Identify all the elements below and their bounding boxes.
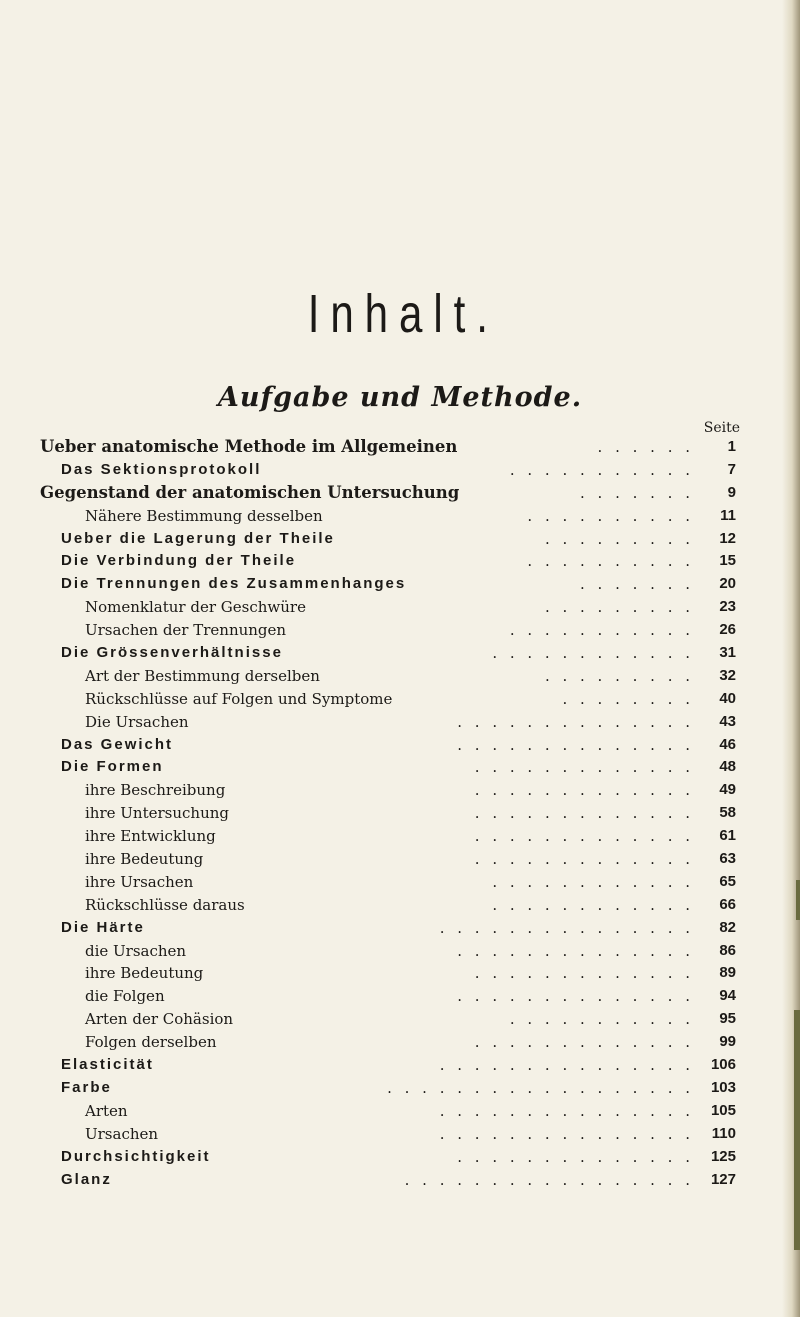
toc-entry-page-number: 46 [719, 735, 736, 753]
toc-entry [0, 1169, 800, 1192]
section-title: Aufgabe und Methode. [217, 382, 583, 413]
toc-entry [0, 894, 800, 917]
table-of-contents [0, 436, 800, 1191]
toc-entry-page-number: 58 [719, 804, 736, 822]
toc-leader-dots: . . . . . . . . . [544, 529, 694, 548]
toc-entry-title: Rückschlüsse daraus [85, 895, 245, 914]
toc-entry-page-number: 31 [719, 644, 736, 662]
toc-entry-title: ihre Entwicklung [85, 827, 216, 846]
page-column-header: Seite [703, 420, 740, 436]
toc-leader-dots: . . . . . . . . . . . [509, 1010, 694, 1029]
toc-entry [0, 596, 800, 619]
toc-entry [0, 871, 800, 894]
toc-entry-page-number: 106 [710, 1056, 736, 1074]
toc-entry-title: Die Grössenverhältnisse [61, 644, 283, 662]
toc-entry [0, 940, 800, 963]
toc-entry-page-number: 99 [719, 1033, 736, 1051]
toc-entry [0, 665, 800, 688]
toc-entry [0, 550, 800, 573]
toc-leader-dots: . . . . . . . [580, 575, 694, 594]
toc-entry-title: ihre Beschreibung [85, 781, 226, 800]
toc-entry-page-number: 15 [719, 552, 736, 570]
toc-entry-page-number: 9 [727, 483, 736, 501]
toc-entry-title: Die Trennungen des Zusammenhanges [61, 575, 407, 593]
toc-leader-dots: . . . . . . . . . . . . [492, 872, 694, 891]
toc-entry [0, 619, 800, 642]
toc-entry-title: Ueber anatomische Methode im Allgemeinen [40, 437, 458, 456]
toc-leader-dots: . . . . . . . . . . . . . . . . . [404, 1170, 694, 1189]
toc-leader-dots: . . . . . . [597, 438, 694, 456]
toc-entry-page-number: 40 [719, 689, 736, 707]
toc-entry-page-number: 23 [719, 598, 736, 616]
toc-entry-title: Arten [85, 1101, 128, 1120]
toc-leader-dots: . . . . . . . . . . . . . . . [439, 1124, 694, 1143]
toc-entry-title: ihre Bedeutung [85, 850, 204, 869]
toc-entry-title: die Folgen [85, 987, 165, 1006]
toc-leader-dots: . . . . . . . . . . . . . . [457, 735, 694, 754]
toc-entry-title: Das Gewicht [61, 735, 174, 753]
toc-leader-dots: . . . . . . . . . [544, 598, 694, 617]
toc-entry [0, 688, 800, 711]
toc-entry-title: Das Sektionsprotokoll [61, 460, 262, 478]
toc-entry [0, 459, 800, 482]
toc-entry-title: Nähere Bestimmung desselben [85, 506, 323, 525]
toc-leader-dots: . . . . . . . . . . . . . . . . . . [387, 1078, 694, 1097]
toc-entry-page-number: 43 [719, 712, 736, 730]
toc-entry-title: Ueber die Lagerung der Theile [61, 529, 335, 547]
toc-entry [0, 573, 800, 596]
toc-leader-dots: . . . . . . . . . . . . . [474, 1033, 694, 1052]
toc-entry [0, 985, 800, 1008]
toc-entry-page-number: 49 [719, 781, 736, 799]
toc-entry [0, 482, 800, 505]
toc-leader-dots: . . . . . . . . . . . . [492, 895, 694, 914]
toc-leader-dots: . . . . . . . . . . . . . . . [439, 1101, 694, 1120]
toc-entry-page-number: 89 [719, 964, 736, 982]
toc-entry-page-number: 82 [719, 918, 736, 936]
toc-leader-dots: . . . . . . . . . . . . . [474, 964, 694, 983]
toc-entry [0, 1031, 800, 1054]
toc-entry-title: Die Formen [61, 758, 164, 776]
toc-entry-page-number: 94 [719, 987, 736, 1005]
toc-entry-page-number: 32 [719, 666, 736, 684]
toc-entry-page-number: 95 [719, 1010, 736, 1028]
toc-entry [0, 917, 800, 940]
toc-entry [0, 642, 800, 665]
toc-leader-dots: . . . . . . . . . . . . . [474, 781, 694, 800]
toc-entry-page-number: 11 [720, 506, 736, 524]
toc-entry-title: Die Verbindung der Theile [61, 552, 297, 570]
toc-entry-title: Gegenstand der anatomischen Untersuchung [40, 482, 460, 502]
toc-entry [0, 779, 800, 802]
toc-entry-page-number: 65 [719, 872, 736, 890]
toc-entry-page-number: 86 [719, 941, 736, 959]
toc-entry-title: ihre Ursachen [85, 872, 194, 891]
toc-entry-page-number: 7 [727, 460, 736, 478]
toc-leader-dots: . . . . . . . . . . . . . . . [439, 918, 694, 937]
toc-entry-title: Arten der Cohäsion [85, 1010, 234, 1029]
toc-entry [0, 1077, 800, 1100]
toc-entry-title: Farbe [61, 1078, 112, 1096]
toc-leader-dots: . . . . . . . . . . . . . . . [439, 1056, 694, 1075]
toc-entry-page-number: 20 [719, 575, 736, 593]
toc-entry [0, 528, 800, 551]
toc-leader-dots: . . . . . . . . . . . . . [474, 758, 694, 777]
toc-entry-page-number: 125 [710, 1147, 736, 1165]
toc-entry [0, 825, 800, 848]
toc-entry-title: Ursachen der Trennungen [85, 621, 287, 640]
toc-entry-page-number: 1 [727, 438, 736, 455]
toc-entry [0, 1054, 800, 1077]
toc-entry-title: Elasticität [61, 1056, 154, 1074]
toc-leader-dots: . . . . . . . . . . [527, 552, 694, 571]
toc-entry-title: Folgen derselben [85, 1033, 217, 1052]
toc-entry-title: Durchsichtigkeit [61, 1147, 211, 1165]
toc-leader-dots: . . . . . . . . . . . . . [474, 850, 694, 869]
toc-leader-dots: . . . . . . . . . . . . . . [457, 712, 694, 731]
toc-leader-dots: . . . . . . . . . . . . . . [457, 1147, 694, 1166]
toc-entry-title: Die Ursachen [85, 712, 189, 731]
page-title: Inhalt. [307, 284, 499, 344]
toc-entry-title: Art der Bestimmung derselben [85, 666, 320, 685]
toc-entry-page-number: 110 [711, 1124, 736, 1142]
toc-entry-page-number: 66 [719, 895, 736, 913]
toc-leader-dots: . . . . . . . . . . [527, 506, 694, 525]
toc-entry-title: Nomenklatur der Geschwüre [85, 598, 306, 617]
toc-entry-title: die Ursachen [85, 941, 187, 960]
toc-entry [0, 1008, 800, 1031]
toc-entry [0, 734, 800, 757]
toc-entry-page-number: 63 [719, 850, 736, 868]
toc-leader-dots: . . . . . . . . . . . . . [474, 827, 694, 846]
toc-entry [0, 802, 800, 825]
toc-entry-page-number: 127 [710, 1170, 736, 1188]
toc-entry-page-number: 12 [719, 529, 736, 547]
toc-leader-dots: . . . . . . . . . . . . . . [457, 941, 694, 960]
toc-entry [0, 711, 800, 734]
toc-entry-page-number: 48 [719, 758, 736, 776]
toc-entry-title: ihre Bedeutung [85, 964, 204, 983]
toc-entry [0, 848, 800, 871]
toc-leader-dots: . . . . . . . . . [544, 666, 694, 685]
toc-entry-page-number: 61 [719, 827, 736, 845]
toc-entry [0, 756, 800, 779]
toc-entry-title: Rückschlüsse auf Folgen und Symptome [85, 689, 393, 708]
toc-entry [0, 436, 800, 459]
toc-entry-title: Glanz [61, 1170, 112, 1188]
toc-entry-title: Ursachen [85, 1124, 159, 1143]
toc-entry [0, 1100, 800, 1123]
toc-entry-page-number: 105 [710, 1101, 736, 1119]
toc-leader-dots: . . . . . . . . . . . [509, 460, 694, 479]
toc-leader-dots: . . . . . . . . . . . . . [474, 804, 694, 823]
toc-entry [0, 1123, 800, 1146]
toc-leader-dots: . . . . . . . . [562, 689, 694, 708]
toc-entry [0, 1146, 800, 1169]
toc-leader-dots: . . . . . . . . . . . [509, 621, 694, 640]
toc-entry-title: ihre Untersuchung [85, 804, 229, 823]
toc-entry-title: Die Härte [61, 918, 145, 936]
toc-entry-page-number: 26 [719, 621, 736, 639]
toc-entry [0, 505, 800, 528]
toc-entry [0, 962, 800, 985]
toc-entry-page-number: 103 [710, 1078, 736, 1096]
toc-leader-dots: . . . . . . . . . . . . . . [457, 987, 694, 1006]
toc-leader-dots: . . . . . . . [580, 483, 694, 502]
toc-leader-dots: . . . . . . . . . . . . [492, 644, 694, 663]
